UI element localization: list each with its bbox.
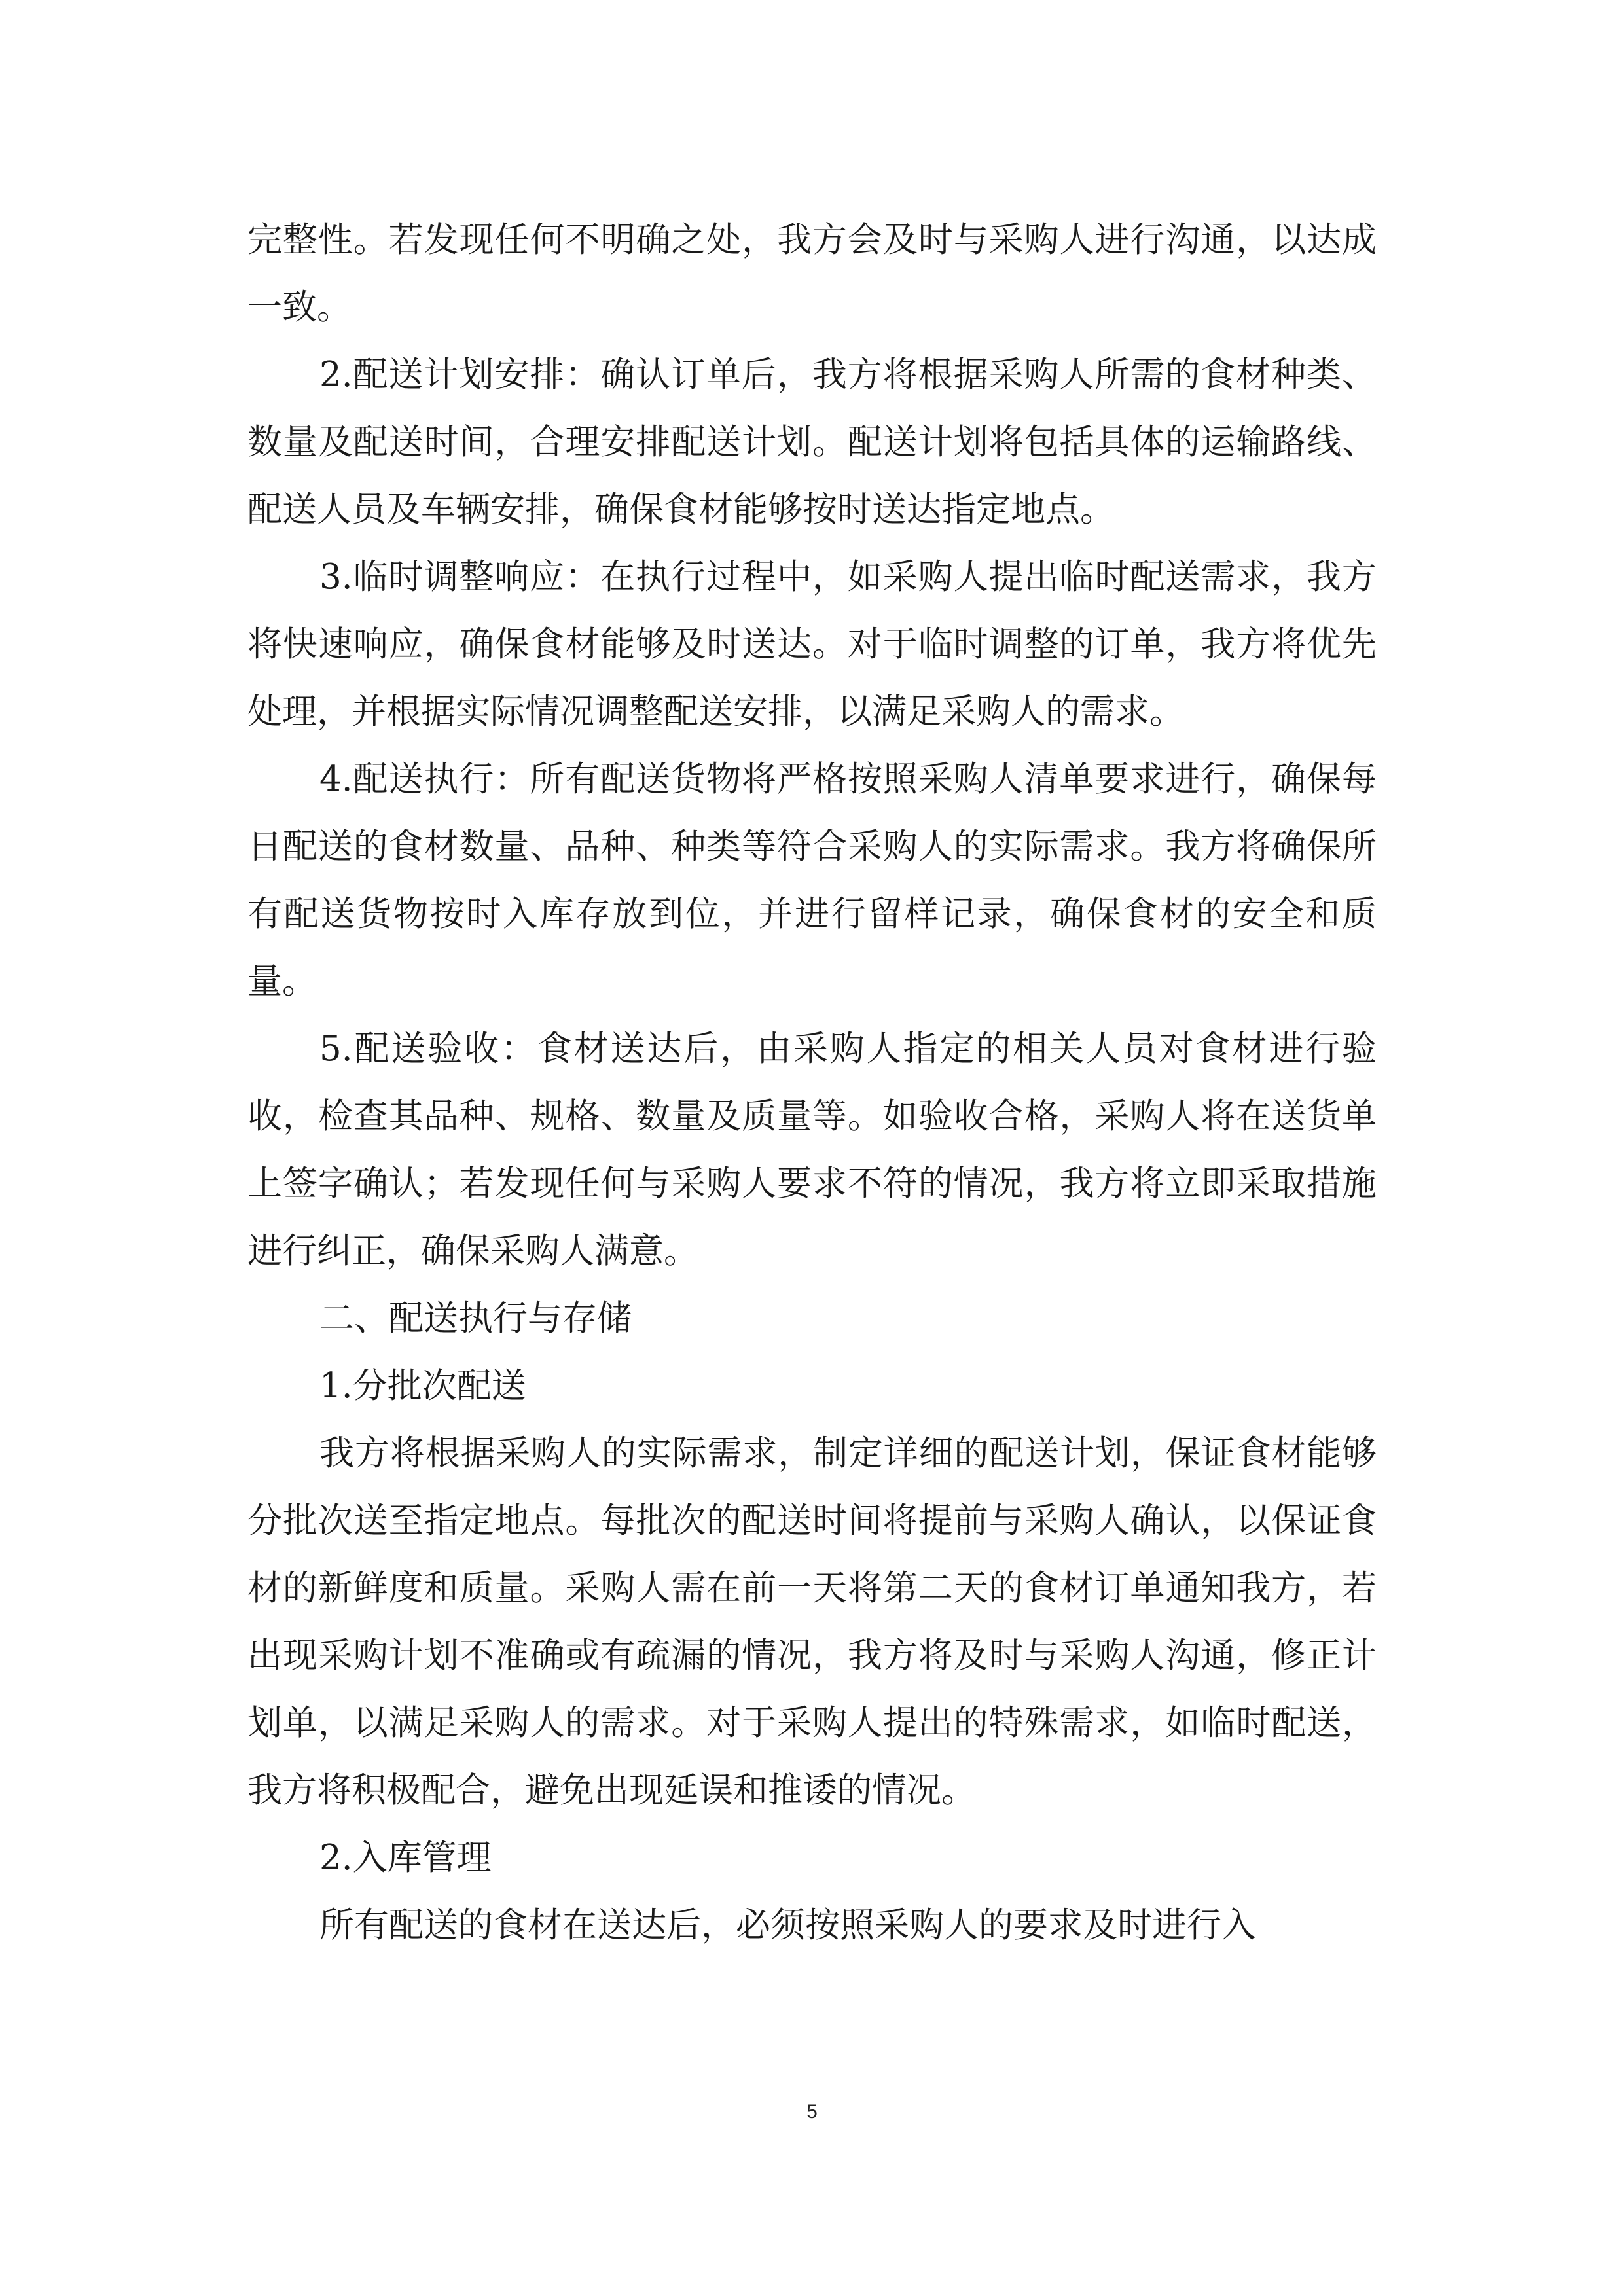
page-number: 5 <box>806 2101 818 2123</box>
paragraph-warehouse-management: 所有配送的食材在送达后，必须按照采购人的要求及时进行入 <box>319 1905 1256 1945</box>
paragraph-delivery-plan: 2.配送计划安排：确认订单后，我方将根据采购人所需的食材种类、数量及配送时间，合理安排配送计划。配送计划将包括具体的运输路线、配送人员及车辆安排，确保食材能够按时送达指定地点。 <box>247 355 1377 529</box>
section-heading-execution-storage: 二、配送执行与存储 <box>319 1299 632 1338</box>
paragraph-temporary-adjustment: 3.临时调整响应：在执行过程中，如采购人提出临时配送需求，我方将快速响应，确保食材能够及时送达。对于临时调整的订单，我方将优先处理，并根据实际情况调整配送安排，以满足采购人的需求。 <box>247 557 1377 732</box>
subheading-batch-delivery: 1.分批次配送 <box>319 1366 526 1406</box>
paragraph-delivery-execution: 4.配送执行：所有配送货物将严格按照采购人清单要求进行，确保每日配送的食材数量、品种、种类等符合采购人的实际需求。我方将确保所有配送货物按时入库存放到位，并进行留样记录，确保食材的安全和质量。 <box>247 759 1377 1001</box>
subheading-warehouse-management: 2.入库管理 <box>319 1838 492 1878</box>
paragraph-delivery-acceptance: 5.配送验收：食材送达后，由采购人指定的相关人员对食材进行验收，检查其品种、规格、数量及质量等。如验收合格，采购人将在送货单上签字确认；若发现任何与采购人要求不符的情况，我方将立即采取措施进行纠正，确保采购人满意。 <box>247 1029 1377 1271</box>
document-body <box>247 206 1377 1959</box>
paragraph-batch-delivery: 我方将根据采购人的实际需求，制定详细的配送计划，保证食材能够分批次送至指定地点。每批次的配送时间将提前与采购人确认，以保证食材的新鲜度和质量。采购人需在前一天将第二天的食材订单通知我方，若出现采购计划不准确或有疏漏的情况，我方将及时与采购人沟通，修正计划单，以满足采购人的需求。对于采购人提出的特殊需求，如临时配送，我方将积极配合，避免出现延误和推诿的情况。 <box>247 1433 1377 1810</box>
paragraph-continuation: 完整性。若发现任何不明确之处，我方会及时与采购人进行沟通，以达成一致。 <box>247 220 1377 327</box>
